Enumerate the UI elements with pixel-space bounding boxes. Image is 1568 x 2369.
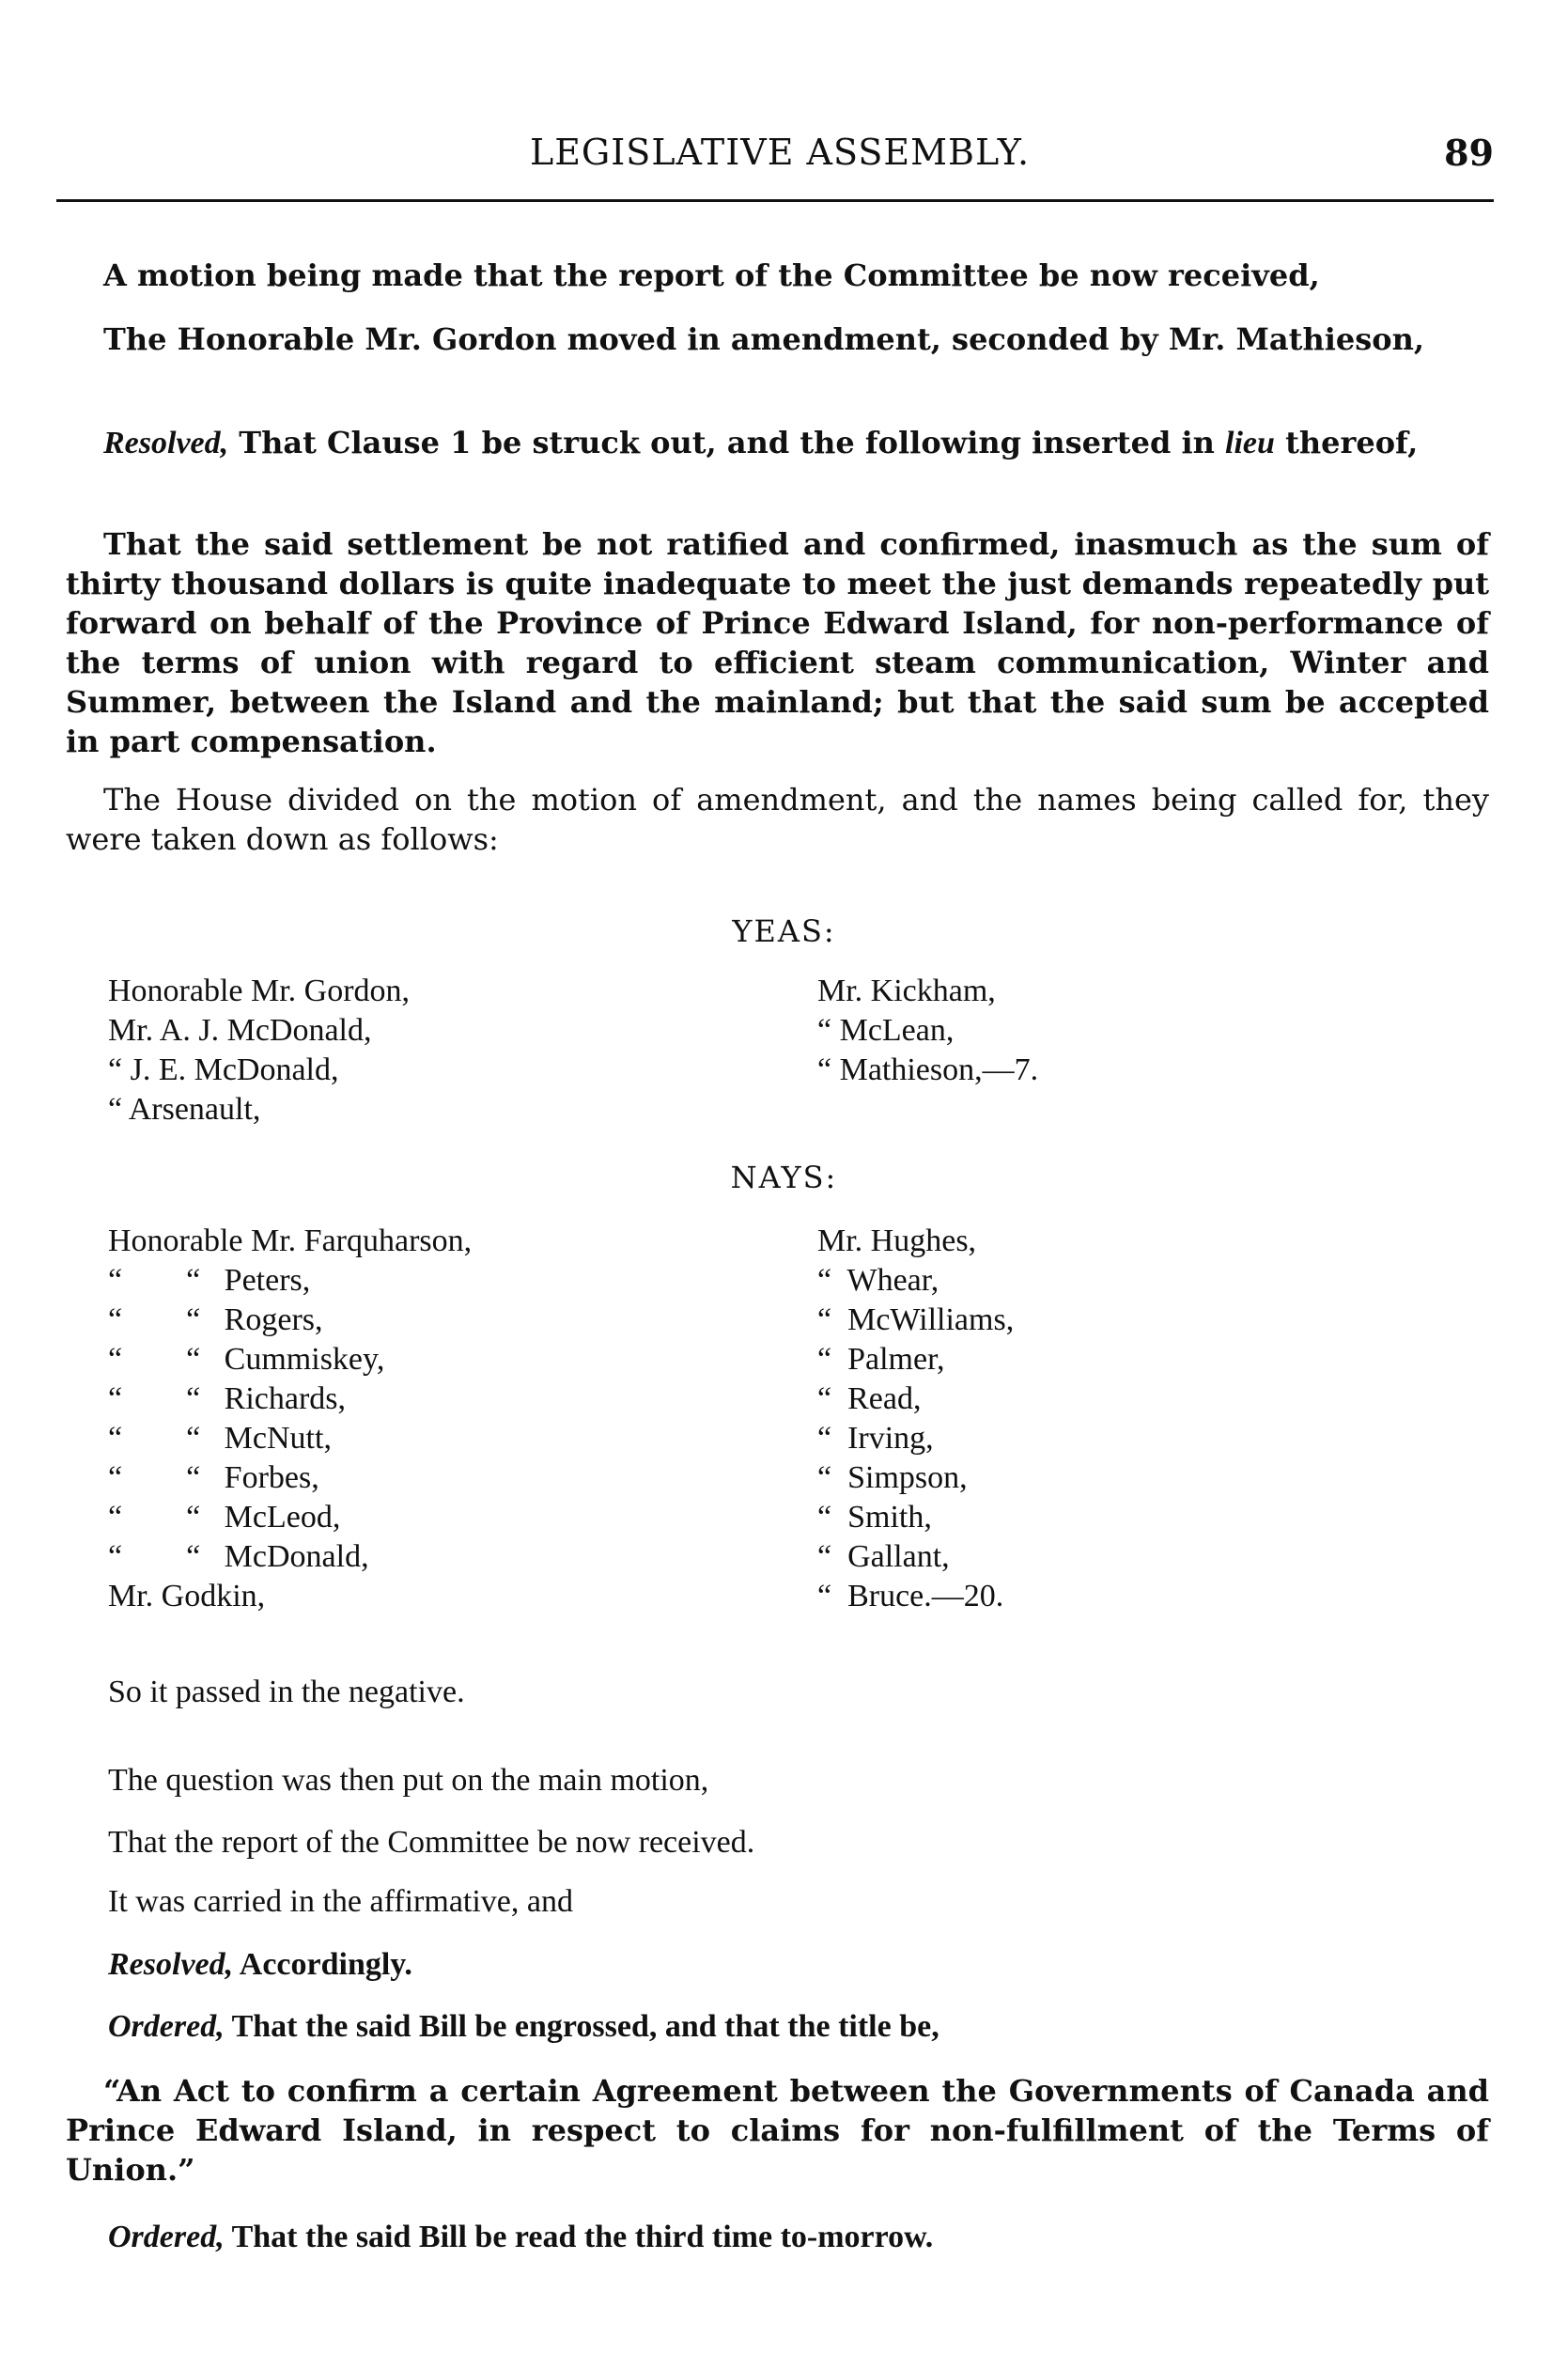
ordered-third-reading [108, 2218, 1470, 2257]
list-item: “ “ Cummiskey, [108, 1342, 385, 1377]
list-item: “ Whear, [817, 1263, 939, 1298]
list-item: “ Irving, [817, 1421, 934, 1456]
carried-affirmative: It was carried in the affirmative, and [108, 1884, 573, 1919]
ordered-label-2: Ordered, [108, 2220, 225, 2254]
ordered-text-2: That the said Bill be read the third time to-morrow. [231, 2220, 934, 2254]
paragraph-settlement: That the said settlement be not ratified and confirmed, inasmuch as the sum of thirty thousand dollars is quite inadequate to meet the just demands repeatedly put forward on behalf of the Province of Prince Edward Island, for non-performance of the terms of union with regard to efficient steam communication, Winter and Summer, between the Island and the mainland; but that the said sum be accepted in part compensation. [66, 526, 1489, 759]
report-received: That the report of the Committee be now received. [108, 1825, 755, 1860]
paragraph-resolved [66, 423, 1489, 463]
resolved-accordingly [108, 1945, 1470, 1985]
nays-right-column [817, 1222, 1014, 1616]
list-item: “ Gallant, [817, 1539, 950, 1574]
resolved-text: That Clause 1 be struck out, and the following inserted in [239, 425, 1215, 460]
list-item: “ McWilliams, [817, 1302, 1015, 1337]
list-item: “ Smith, [817, 1500, 932, 1535]
page-title: LEGISLATIVE ASSEMBLY. [529, 132, 1031, 173]
list-item: Honorable Mr. Farquharson, [108, 1223, 473, 1258]
list-item: “ Simpson, [817, 1460, 968, 1495]
list-item: Mr. A. J. McDonald, [108, 1013, 372, 1048]
nays-left-column [108, 1222, 472, 1616]
list-item: “ Bruce.—20. [817, 1579, 1004, 1613]
result-negative: So it passed in the negative. [108, 1675, 465, 1709]
resolved-text-2: Accordingly. [239, 1947, 412, 1982]
yeas-right-column [817, 972, 1038, 1090]
nays-list [108, 1222, 1423, 1626]
nays-heading: NAYS: [730, 1160, 838, 1195]
yeas-list [108, 972, 1423, 1141]
list-item: “ Arsenault, [108, 1092, 261, 1127]
list-item: “ “ Rogers, [108, 1302, 323, 1337]
list-item: Honorable Mr. Gordon, [108, 974, 411, 1008]
act-title: “An Act to confirm a certain Agreement between the Governments of Canada and Prince Edward Island, in respect to claims for non-fulfillment of the Terms of Union.” [66, 2073, 1489, 2188]
list-item: “ Read, [817, 1381, 922, 1416]
list-item: “ “ Forbes, [108, 1460, 319, 1495]
list-item: “ “ Peters, [108, 1263, 311, 1298]
resolved-label: Resolved, [103, 426, 229, 460]
list-item: “ “ McLeod, [108, 1500, 341, 1535]
list-item: “ Mathieson,—7. [817, 1052, 1039, 1087]
list-item: “ McLean, [817, 1013, 955, 1048]
paragraph-division: The House divided on the motion of amendment, and the names being called for, they were taken down as follows: [66, 782, 1489, 857]
resolved-end: thereof, [1285, 425, 1419, 460]
list-item: Mr. Kickham, [817, 974, 996, 1008]
list-item: “ Palmer, [817, 1342, 945, 1377]
list-item: Mr. Godkin, [108, 1579, 266, 1613]
resolved-label-2: Resolved, [108, 1947, 234, 1982]
ordered-engrossed [108, 2007, 1470, 2047]
page-number: 89 [1444, 132, 1494, 174]
list-item: “ “ Richards, [108, 1381, 347, 1416]
main-motion: The question was then put on the main motion, [108, 1763, 709, 1798]
yeas-left-column [108, 972, 410, 1130]
paragraph-amendment: The Honorable Mr. Gordon moved in amendment, seconded by Mr. Mathieson, [103, 321, 1424, 357]
paragraph-motion: A motion being made that the report of the Committee be now received, [103, 257, 1320, 293]
list-item: “ J. E. McDonald, [108, 1052, 339, 1087]
header-rule [56, 199, 1494, 202]
ordered-label: Ordered, [108, 2009, 225, 2044]
resolved-lieu: lieu [1225, 426, 1275, 460]
list-item: “ “ McDonald, [108, 1539, 369, 1574]
ordered-text: That the said Bill be engrossed, and that the title be, [231, 2009, 939, 2044]
page-header [66, 132, 1494, 179]
yeas-heading: YEAS: [732, 913, 836, 949]
list-item: “ “ McNutt, [108, 1421, 332, 1456]
list-item: Mr. Hughes, [817, 1223, 977, 1258]
